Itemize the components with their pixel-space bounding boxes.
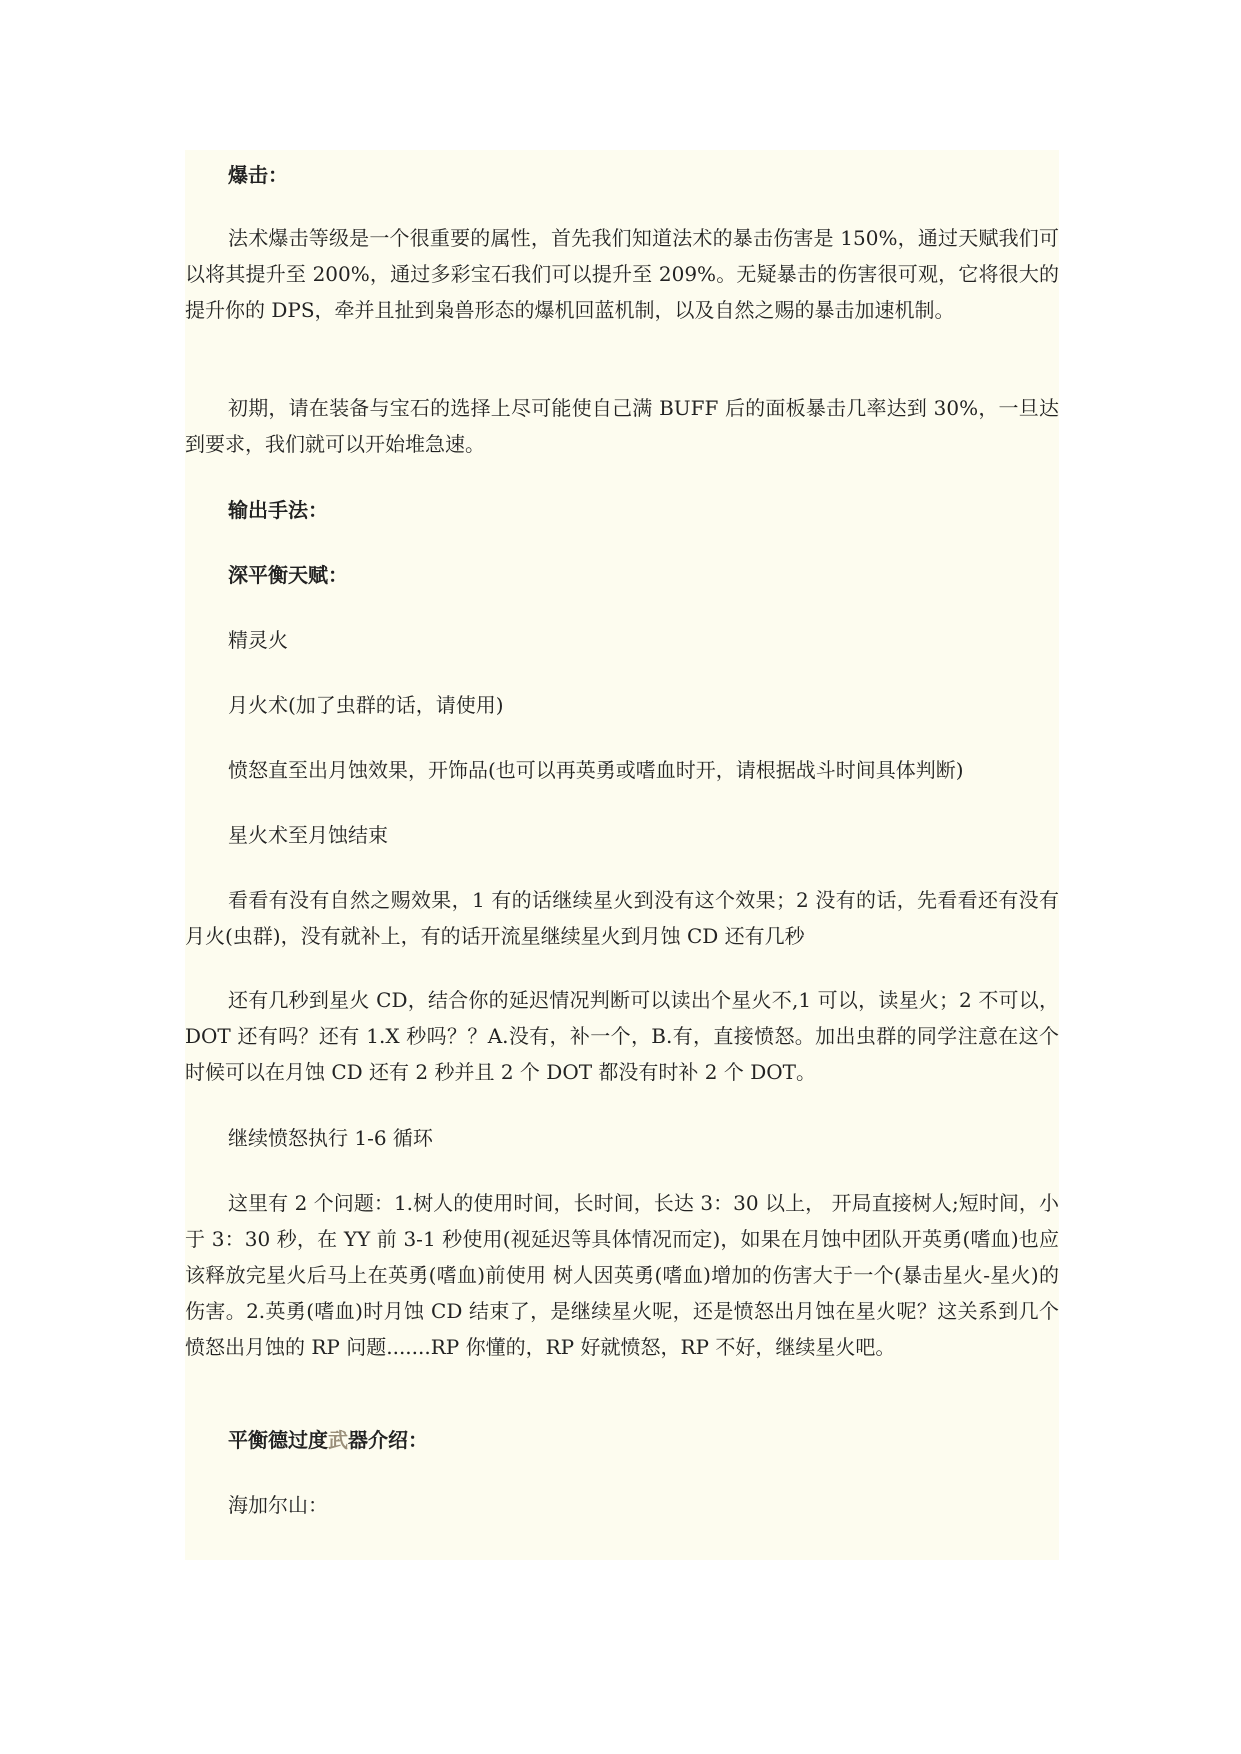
heading-weapon	[185, 1422, 1102, 1458]
heading-shenpingheng: 深平衡天赋：	[228, 563, 348, 587]
heading-weapon-part-1: 平衡德过度	[228, 1428, 328, 1452]
step-7: 继续愤怒执行 1-6 循环	[228, 1126, 433, 1150]
paragraph-step-6: 还有几秒到星火 CD，结合你的延迟情况判断可以读出个星火不,1 可以，读星火；2 不可以，DOT 还有吗？还有 1.X 秒吗？？A.没有，补一个，B.有，直接愤怒。加出虫群的同学注意在这个时候可以在月蚀 CD 还有 2 秒并且 2 个 DOT 都没有时补 2 个 DOT。	[185, 988, 1059, 1084]
step-3: 愤怒直至出月蚀效果，开饰品(也可以再英勇或嗜血时开，请根据战斗时间具体判断)	[228, 758, 964, 782]
heading-baoji: 爆击：	[228, 163, 288, 187]
heading-weapon-part-2: 武	[328, 1428, 348, 1452]
document-panel	[185, 150, 1059, 1560]
step-4: 星火术至月蚀结束	[228, 823, 388, 847]
step-1: 精灵火	[228, 628, 288, 652]
paragraph-step-5: 看看有没有自然之赐效果，1 有的话继续星火到没有这个效果；2 没有的话，先看看还有没有月火(虫群)，没有就补上，有的话开流星继续星火到月蚀 CD 还有几秒	[185, 888, 1059, 948]
paragraph-baoji-1: 法术爆击等级是一个很重要的属性，首先我们知道法术的暴击伤害是 150%，通过天赋我们可以将其提升至 200%，通过多彩宝石我们可以提升至 209%。无疑暴击的伤害很可观，它将很大的提升你的 DPS，牵并且扯到枭兽形态的爆机回蓝机制，以及自然之赐的暴击加速机制。	[185, 226, 1059, 322]
heading-shuchu: 输出手法：	[228, 498, 328, 522]
heading-hajiaershan: 海加尔山：	[228, 1493, 328, 1517]
paragraph-baoji-2: 初期，请在装备与宝石的选择上尽可能使自己满 BUFF 后的面板暴击几率达到 30%，一旦达到要求，我们就可以开始堆急速。	[185, 396, 1059, 456]
heading-weapon-part-3: 器介绍：	[348, 1428, 428, 1452]
step-2: 月火术(加了虫群的话，请使用)	[228, 693, 504, 717]
paragraph-issues: 这里有 2 个问题：1.树人的使用时间，长时间，长达 3：30 以上， 开局直接树人;短时间，小于 3：30 秒，在 YY 前 3-1 秒使用(视延迟等具体情况而定)，如果在月蚀中团队开英勇(嗜血)也应该释放完星火后马上在英勇(嗜血)前使用 树人因英勇(嗜血)增加的伤害大于一个(暴击星火-星火)的伤害。2.英勇(嗜血)时月蚀 CD 结束了，是继续星火呢，还是愤怒出月蚀在星火呢？这关系到几个愤怒出月蚀的 RP 问题.......RP 你懂的，RP 好就愤怒，RP 不好，继续星火吧。	[185, 1191, 1059, 1359]
